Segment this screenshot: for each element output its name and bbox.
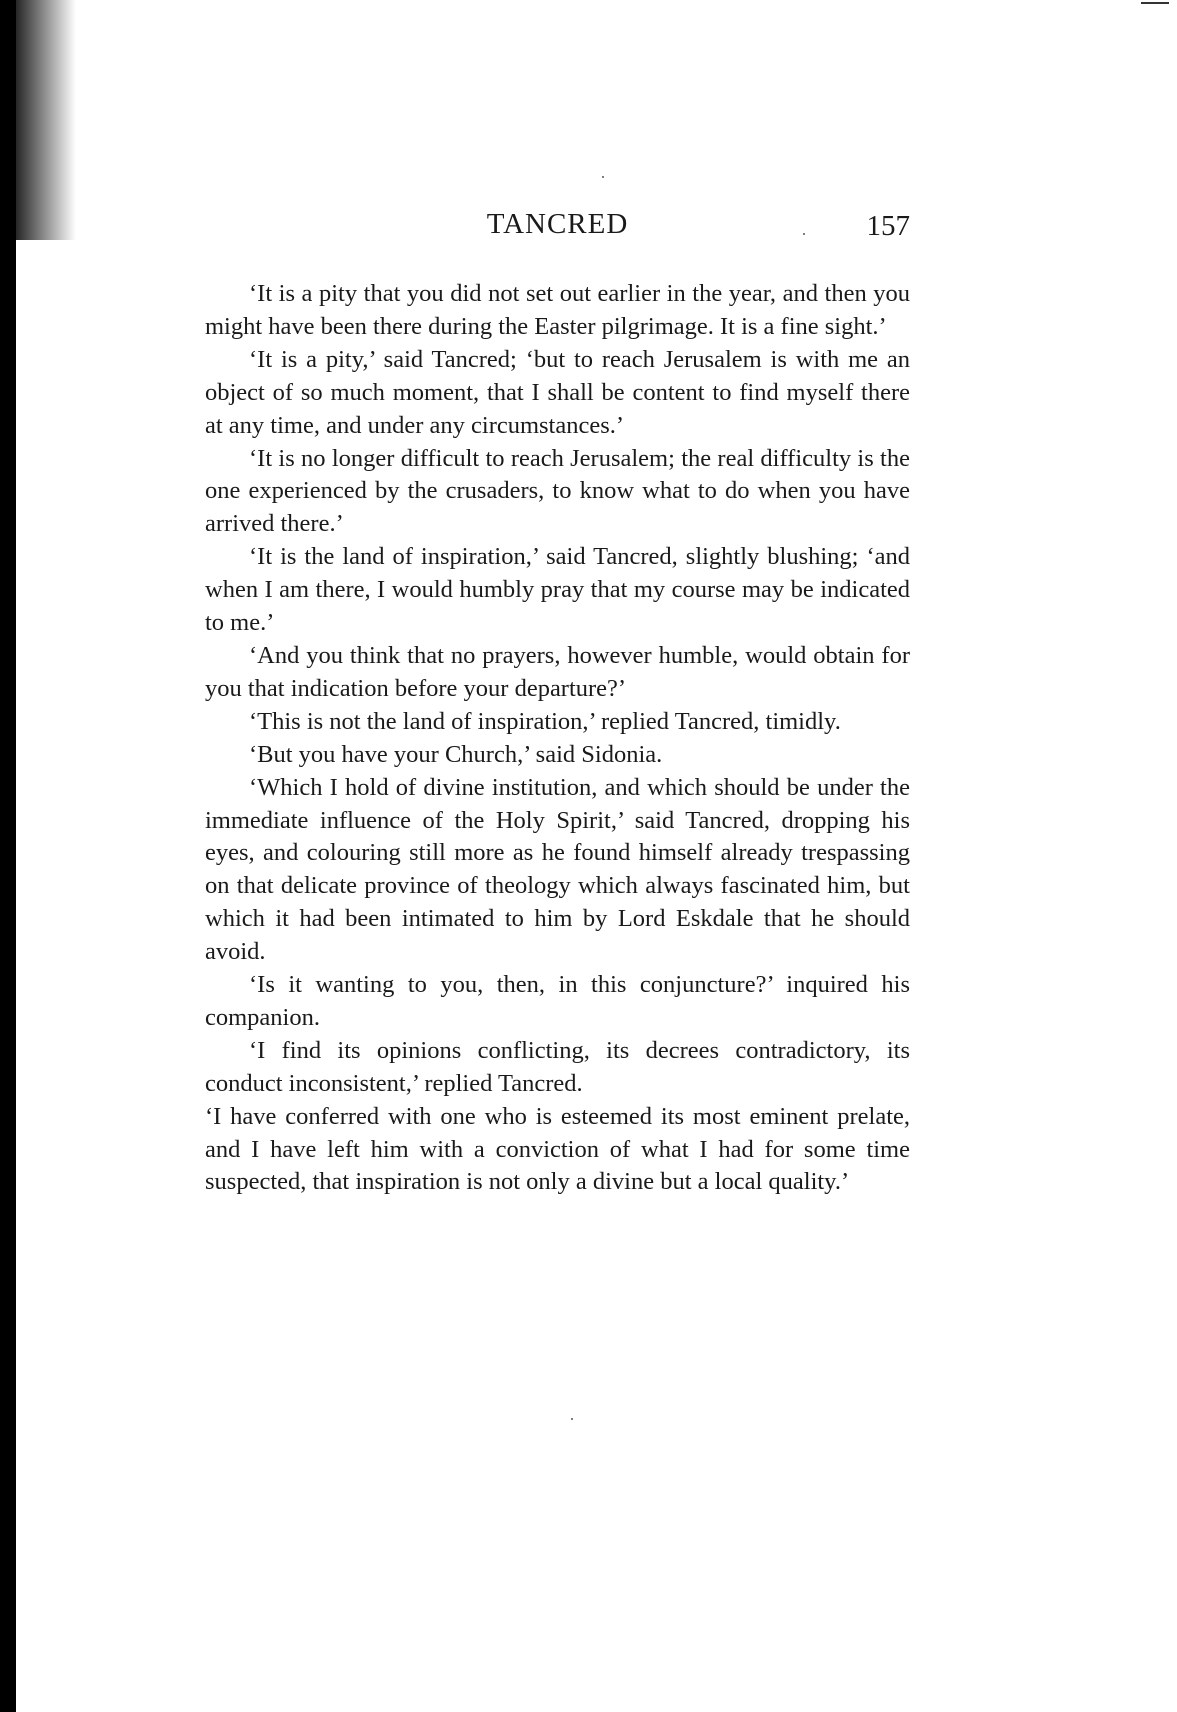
paragraph: ‘This is not the land of inspiration,’ replied Tancred, timidly. [249,707,841,735]
paragraph: ‘It is a pity,’ said Tancred; ‘but to reach Jerusalem is with me an object of so much moment, that I shall be content to find myself there at any time, and under any circumstances.’ [205,345,910,439]
paragraph: ‘And you think that no prayers, however humble, would obtain for you that indication before your departure?’ [205,641,910,702]
scan-speck [571,1418,573,1420]
body-text [205,278,910,1199]
binding-band [0,240,6,1712]
paragraph: ‘Is it wanting to you, then, in this conjuncture?’ inquired his companion. [205,971,910,1031]
paragraph: ‘I have conferred with one who is esteemed its most eminent prelate, and I have left him with a conviction of what I had for some time suspected, that inspiration is not only a divine but a local quality.’ [205,1102,910,1196]
page-number: 157 [866,210,910,242]
paragraph: ‘I find its opinions conflicting, its decrees contradictory, its conduct inconsistent,’ replied Tancred. [205,1036,910,1097]
scan-corner-mark [1141,2,1169,4]
paragraph: ‘Which I hold of divine institution, and which should be under the immediate influence of the Holy Spirit,’ said Tancred, dropping his eyes, and colouring still more as he found himself already trespassing on that delicate province of theology which always fascinated him, but which it had been intimated to him by Lord Eskdale that he should avoid. [205,773,910,966]
paragraph: ‘It is a pity that you did not set out earlier in the year, and then you might have been there during the Easter pilgrimage. It is a fine sight.’ [205,280,910,340]
running-title: TANCRED [486,208,629,240]
page-header [205,208,910,248]
paragraph: ‘It is no longer difficult to reach Jerusalem; the real difficulty is the one experienced by the crusaders, to know what to do when you have arrived there.’ [205,444,910,538]
binding-shadow [16,0,76,240]
scan-speck [602,176,604,178]
paragraph: ‘It is the land of inspiration,’ said Tancred, slightly blushing; ‘and when I am there, I would humbly pray that my course may be indicated to me.’ [205,543,910,637]
paragraph: ‘But you have your Church,’ said Sidonia. [249,740,663,768]
